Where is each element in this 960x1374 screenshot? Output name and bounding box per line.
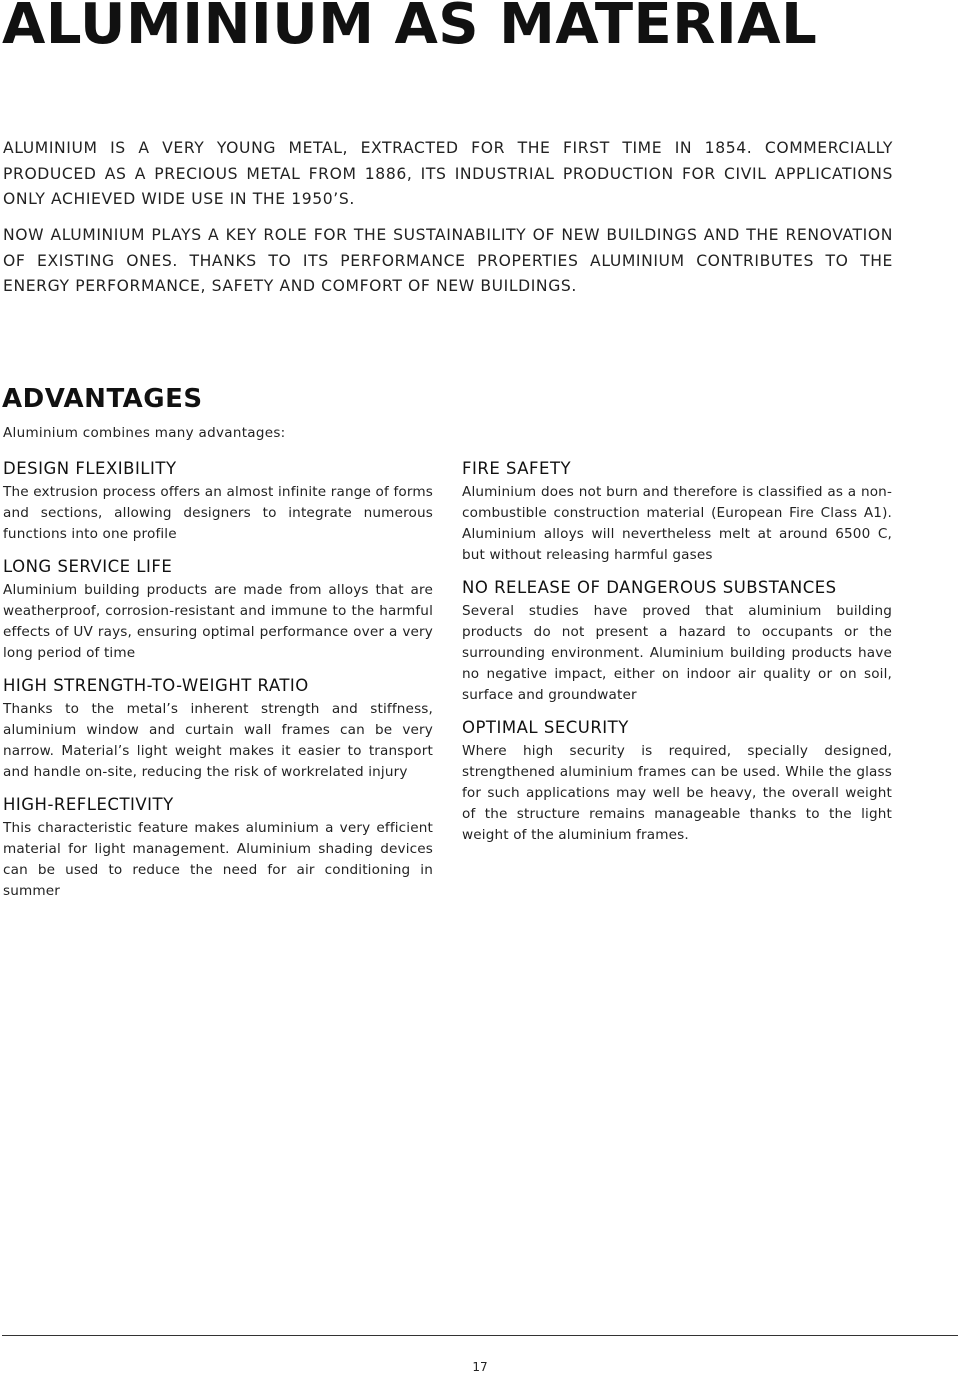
advantage-text: This characteristic feature makes aluminium a very efficient material for light management. Aluminium shading devices can be used to reduce the need for air conditioning in summer bbox=[3, 820, 433, 899]
advantages-right-column bbox=[462, 458, 892, 857]
advantage-text: Aluminium does not burn and therefore is classified as a non-combustible construction material (European Fire Class A1). Aluminium alloys will nevertheless melt at around 6500 C, but without releasing harmful gases bbox=[462, 484, 892, 563]
advantage-title: HIGH STRENGTH-TO-WEIGHT RATIO bbox=[3, 676, 309, 695]
advantage-text: Several studies have proved that aluminium building products do not present a hazard to occupants or the surrounding environment. Aluminium building products have no negative impact, either on indoor air quality or on soil, surface and groundwater bbox=[462, 603, 892, 703]
page-title: ALUMINIUM AS MATERIAL bbox=[2, 0, 818, 57]
advantage-title: HIGH-REFLECTIVITY bbox=[3, 795, 174, 814]
advantage-item bbox=[462, 717, 892, 846]
advantage-item bbox=[3, 458, 433, 545]
advantage-text: Where high security is required, specially designed, strengthened aluminium frames can be used. While the glass for such applications may well be heavy, the overall weight of the structure remains manageable thanks to the light weight of the aluminium frames. bbox=[462, 743, 892, 843]
intro-paragraph: ALUMINIUM IS A VERY YOUNG METAL, EXTRACTED FOR THE FIRST TIME IN 1854. COMMERCIALLY PRODUCED AS A PRECIOUS METAL FROM 1886, ITS INDUSTRIAL PRODUCTION FOR CIVIL APPLICATIONS ONLY ACHIEVED WIDE USE IN THE 1950’S. bbox=[3, 139, 893, 208]
advantage-title: LONG SERVICE LIFE bbox=[3, 557, 173, 576]
footer-divider bbox=[2, 1335, 958, 1336]
section-lead: Aluminium combines many advantages: bbox=[3, 425, 286, 441]
page-number: 17 bbox=[472, 1360, 488, 1374]
advantage-text: The extrusion process offers an almost infinite range of forms and sections, allowing designers to integrate numerous functions into one profile bbox=[3, 484, 433, 542]
advantage-text: Thanks to the metal’s inherent strength and stiffness, aluminium window and curtain wall frames can be very narrow. Material’s light weight makes it easier to transport and handle on-site, reducing the risk of workrelated injury bbox=[3, 701, 433, 780]
advantage-title: FIRE SAFETY bbox=[462, 459, 572, 478]
advantage-title: OPTIMAL SECURITY bbox=[462, 718, 629, 737]
advantage-item bbox=[462, 577, 892, 706]
section-heading-advantages: ADVANTAGES bbox=[2, 384, 203, 414]
advantage-item bbox=[3, 556, 433, 664]
advantages-left-column bbox=[3, 458, 433, 913]
advantage-item bbox=[462, 458, 892, 566]
advantage-title: DESIGN FLEXIBILITY bbox=[3, 459, 177, 478]
advantage-item bbox=[3, 794, 433, 902]
advantage-title: NO RELEASE OF DANGEROUS SUBSTANCES bbox=[462, 578, 837, 597]
intro-paragraph: NOW ALUMINIUM PLAYS A KEY ROLE FOR THE SUSTAINABILITY OF NEW BUILDINGS AND THE RENOVATION OF EXISTING ONES. THANKS TO ITS PERFORMANCE PROPERTIES ALUMINIUM CONTRIBUTES TO THE ENERGY PERFORMANCE, SAFETY AND COMFORT OF NEW BUILDINGS. bbox=[3, 226, 893, 295]
advantage-text: Aluminium building products are made from alloys that are weatherproof, corrosion-resistant and immune to the harmful effects of UV rays, ensuring optimal performance over a very long period of time bbox=[3, 582, 433, 661]
advantage-item bbox=[3, 675, 433, 783]
